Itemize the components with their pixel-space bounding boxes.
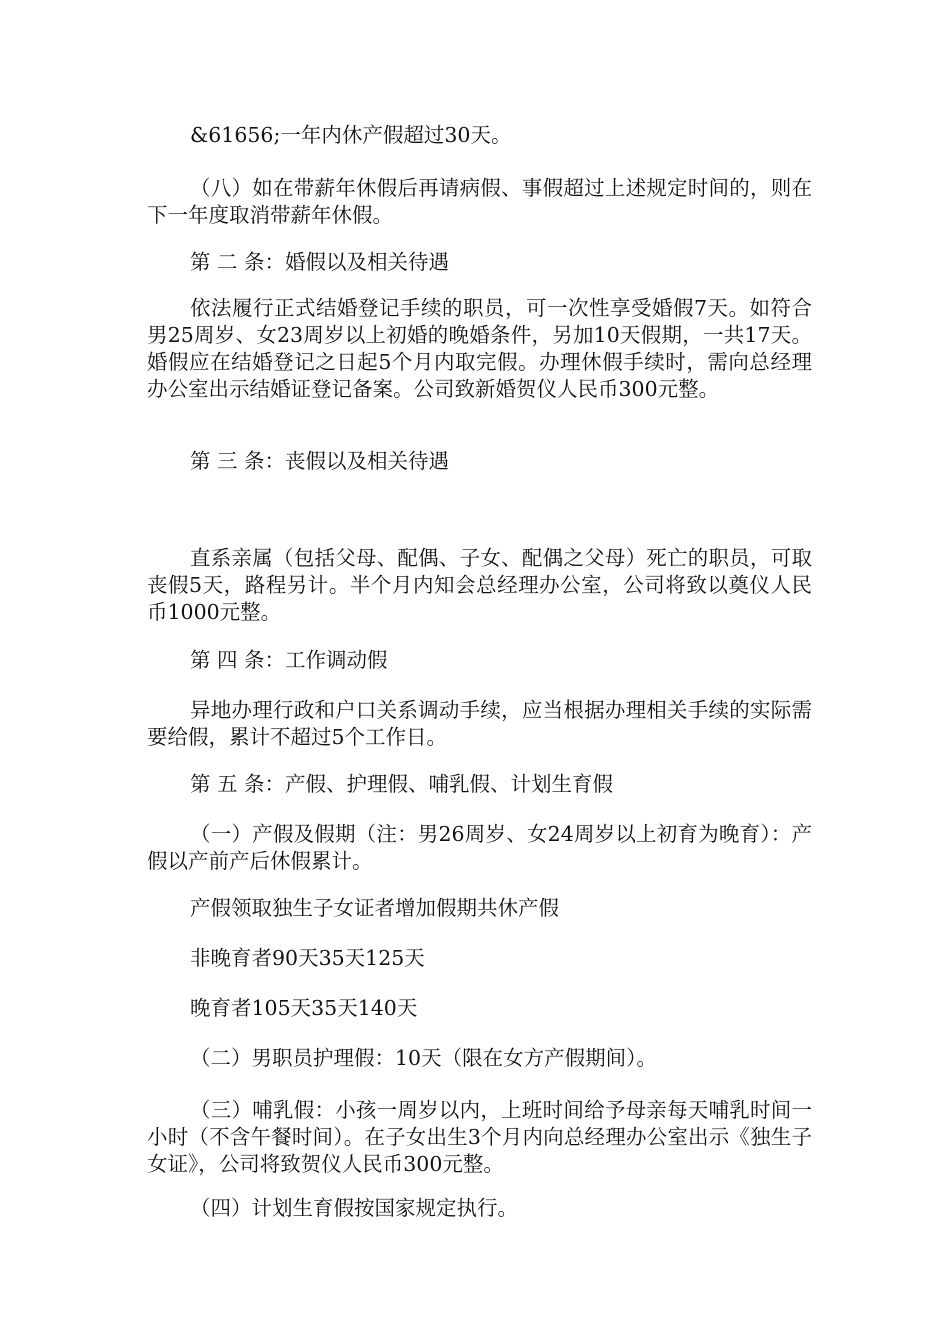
table-header-line: 产假领取独生子女证者增加假期共休产假 <box>190 896 559 920</box>
paragraph-transfer-leave: 异地办理行政和户口关系调动手续，应当根据办理相关手续的实际需要给假，累计不超过5个工作日。 <box>147 698 812 749</box>
paragraph-bereavement-leave: 直系亲属（包括父母、配偶、子女、配偶之父母）死亡的职员，可取 丧假5天，路程另计。半个月内知会总经理办公室，公司将致以奠仪人民币1000元整。 <box>147 546 812 624</box>
heading-article-3: 第 三 条：丧假以及相关待遇 <box>190 449 450 473</box>
heading-article-5: 第 五 条：产假、护理假、哺乳假、计划生育假 <box>190 772 614 796</box>
heading-article-4: 第 四 条：工作调动假 <box>190 648 388 672</box>
paragraph-maternity-over-30-days: &61656;一年内休产假超过30天。 <box>190 123 512 147</box>
heading-article-2: 第 二 条：婚假以及相关待遇 <box>190 250 450 274</box>
paragraph-item-3-nursing: （三）哺乳假：小孩一周岁以内，上班时间给予母亲每天哺乳时间一小时（不含午餐时间）。在子女出生3个月内向总经理办公室出示《独生子女证》，公司将致贺仪人民币300元整。 <box>147 1098 812 1176</box>
table-row-non-late: 非晚育者90天35天125天 <box>190 946 425 970</box>
paragraph-item-2-paternity: （二）男职员护理假：10天（限在女方产假期间）。 <box>190 1046 657 1070</box>
paragraph-item-8: （八）如在带薪年休假后再请病假、事假超过上述规定时间的，则在下一年度取消带薪年休假。 <box>147 176 812 227</box>
paragraph-item-4-family-planning: （四）计划生育假按国家规定执行。 <box>190 1196 518 1220</box>
paragraph-marriage-leave: 依法履行正式结婚登记手续的职员，可一次性享受婚假7天。如符合男25周岁、女23周岁以上初婚的晚婚条件，另加10天假期，一共17天。婚假应在结婚登记之日起5个月内取完假。办理休假手续时，需向总经理办公室出示结婚证登记备案。公司致新婚贺仪人民币300元整。 <box>147 296 812 401</box>
paragraph-item-1-maternity: （一）产假及假期（注：男26周岁、女24周岁以上初育为晚育）：产假以产前产后休假累计。 <box>147 822 812 873</box>
table-row-late: 晚育者105天35天140天 <box>190 996 418 1020</box>
